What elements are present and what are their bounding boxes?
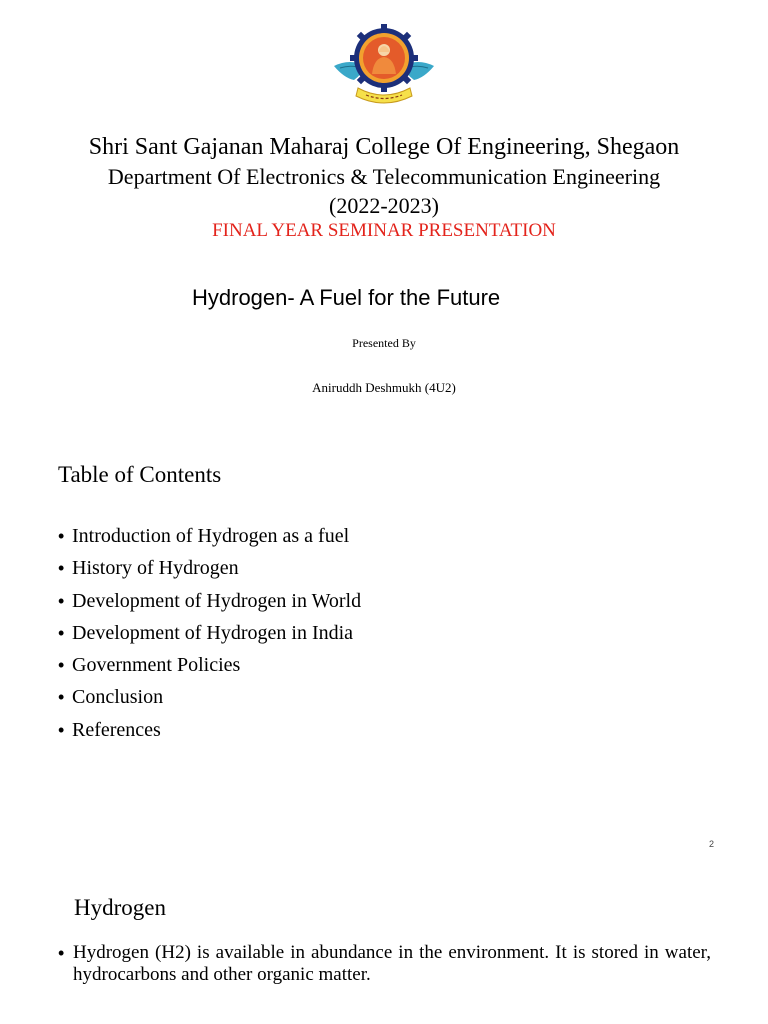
toc-item [58, 620, 361, 652]
bullet-icon: • [58, 526, 65, 546]
presentation-title: Hydrogen- A Fuel for the Future [192, 285, 501, 310]
bullet-icon: • [58, 655, 65, 676]
bullet-icon: • [58, 558, 65, 579]
toc-list [58, 523, 361, 749]
toc-item-label: Government Policies [72, 654, 241, 677]
college-emblem-icon [332, 22, 436, 108]
toc-item [58, 652, 361, 684]
seminar-label: FINAL YEAR SEMINAR PRESENTATION [212, 220, 556, 241]
bullet-icon: • [58, 687, 65, 708]
toc-item [58, 523, 361, 555]
toc-heading: Table of Contents [58, 462, 222, 487]
bullet-icon: • [58, 719, 65, 740]
section-heading: Hydrogen [74, 895, 166, 920]
toc-item [58, 684, 361, 716]
toc-item [58, 588, 361, 620]
college-logo [332, 22, 436, 108]
page-number: 2 [708, 839, 714, 849]
bullet-icon: • [58, 622, 65, 643]
toc-item-label: History of Hydrogen [72, 557, 239, 580]
bullet-icon: • [58, 590, 65, 611]
toc-item-label: Development of Hydrogen in World [72, 589, 362, 612]
toc-item [58, 717, 361, 749]
section-paragraph [58, 942, 711, 986]
toc-item-label: Conclusion [72, 686, 164, 709]
toc-item [58, 555, 361, 587]
toc-item-label: Development of Hydrogen in India [72, 621, 354, 644]
toc-item-label: References [72, 718, 161, 741]
bullet-icon: • [58, 943, 65, 963]
toc-item-label: Introduction of Hydrogen as a fuel [72, 525, 350, 547]
presented-by-label: Presented By [352, 336, 416, 350]
paragraph-text: Hydrogen (H2) is available in abundance in the environment. It is stored in water, hydrocarbons and other organic matter. [73, 942, 711, 985]
presenter-name: Aniruddh Deshmukh (4U2) [312, 380, 456, 395]
college-name: Shri Sant Gajanan Maharaj College Of Engineering, Shegaon [88, 134, 680, 160]
academic-year: (2022-2023) [329, 193, 439, 218]
department-name: Department Of Electronics & Telecommunication Engineering [107, 164, 661, 189]
